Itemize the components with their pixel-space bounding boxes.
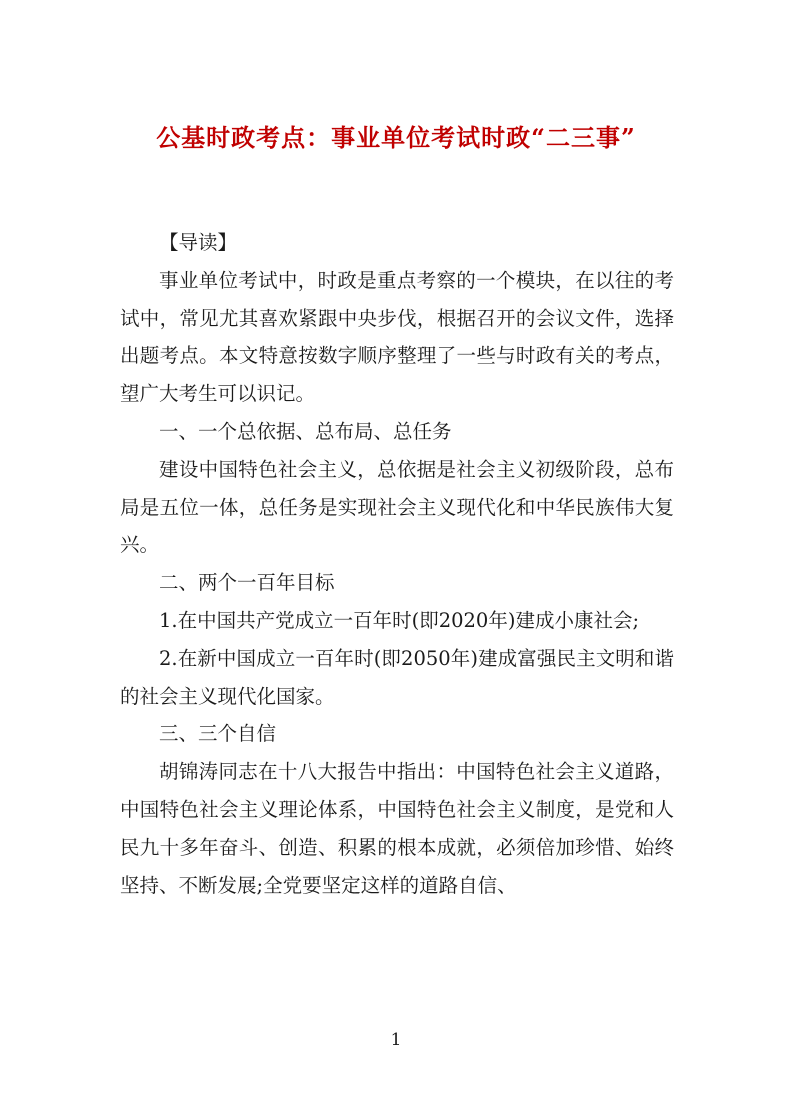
paragraph-section-3: 胡锦涛同志在十八大报告中指出：中国特色社会主义道路，中国特色社会主义理论体系，中国特色社会主义制度，是党和人民九十多年奋斗、创造、积累的根本成就，必须倍加珍惜、始终坚持、不断发展;全党要坚定这样的道路自信、 bbox=[120, 760, 674, 897]
paragraph-intro-heading: 【导读】 bbox=[159, 231, 238, 254]
paragraph-intro: 事业单位考试中，时政是重点考察的一个模块，在以往的考试中，常见尤其喜欢紧跟中央步伐，根据召开的会议文件，选择出题考点。本文特意按数字顺序整理了一些与时政有关的考点，望广大考生可以识记。 bbox=[120, 268, 674, 406]
document-body bbox=[120, 224, 674, 904]
paragraph-section-1: 建设中国特色社会主义，总依据是社会主义初级阶段，总布局是五位一体，总任务是实现社会主义现代化和中华民族伟大复兴。 bbox=[120, 457, 674, 557]
list-item-1: 1.在中国共产党成立一百年时(即2020年)建成小康社会; bbox=[159, 608, 640, 632]
section-heading-1: 一、一个总依据、总布局、总任务 bbox=[159, 419, 452, 443]
list-item-2: 2.在新中国成立一百年时(即2050年)建成富强民主文明和谐的社会主义现代化国家。 bbox=[120, 646, 674, 708]
page-number: 1 bbox=[390, 1030, 402, 1050]
document-title: 公基时政考点：事业单位考试时政“二三事” bbox=[156, 123, 636, 152]
section-heading-3: 三、三个自信 bbox=[159, 722, 277, 746]
section-heading-2: 二、两个一百年目标 bbox=[159, 571, 335, 595]
